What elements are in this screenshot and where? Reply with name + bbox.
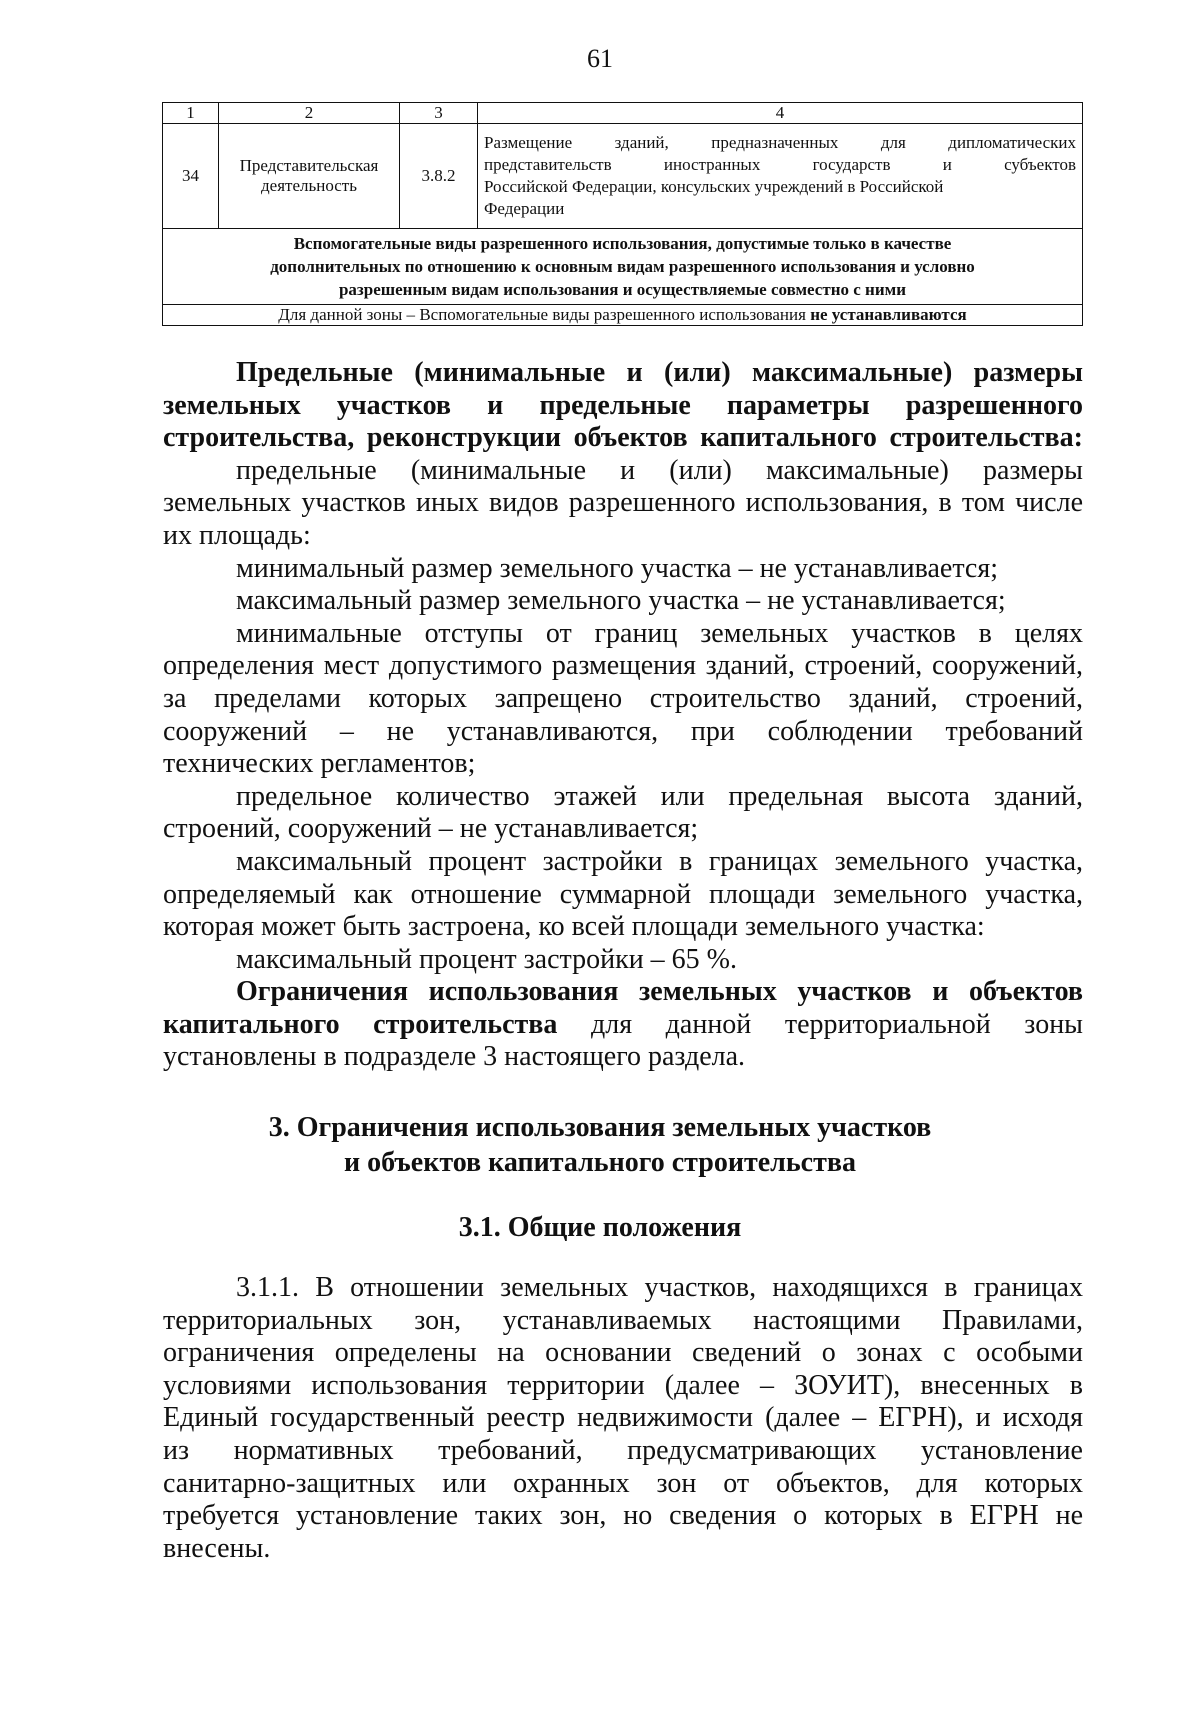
params-section [163, 357, 1083, 1074]
header-cell-4: 4 [478, 103, 1083, 124]
percent-line: максимальный процент застройки в границах земельного участка, [236, 845, 1083, 877]
paragraph-line: внесены. [163, 1532, 271, 1564]
subsection-3-1-title: 3.1. Общие положения [458, 1212, 742, 1243]
max-size-line: максимальный размер земельного участка – не устанавливается; [236, 585, 1006, 617]
percent-value-line: максимальный процент застройки – 65 %. [236, 943, 738, 975]
params-paragraph-line: земельных участков иных видов разрешенного использования, в том числе [163, 487, 1083, 519]
header-cell-3: 3 [400, 103, 478, 124]
description-line: Размещение зданий, предназначенных для дипломатических [484, 133, 1076, 152]
description-line: представительств иностранных государств и субъектов [484, 155, 1076, 174]
row-code: 3.8.2 [400, 124, 478, 229]
paragraph-line: санитарно-защитных или охранных зон от объектов, для которых [163, 1467, 1083, 1499]
paragraph-line: из нормативных требований, предусматривающих установление [163, 1434, 1083, 1466]
paragraph-line: 3.1.1. В отношении земельных участков, находящихся в границах [236, 1272, 1083, 1303]
header-cell-2: 2 [219, 103, 400, 124]
restrictions-rest: для данной территориальной зоны [557, 1008, 1083, 1040]
restrictions-line: Ограничения использования земельных участков и объектов [236, 976, 1083, 1008]
description-line: Российской Федерации, консульских учреждений в Российской [484, 177, 944, 196]
table-row [163, 124, 1083, 229]
paragraph-line: ограничения определены на основании сведений о зонах с особыми [163, 1337, 1083, 1369]
paragraph-3-1-1 [163, 1272, 1083, 1565]
land-use-table [162, 102, 1083, 326]
paragraph-line: Единый государственный реестр недвижимости (далее – ЕГРН), и исходя [163, 1402, 1083, 1434]
row-number: 34 [163, 124, 219, 229]
setback-line: сооружений – не устанавливаются, при соблюдении требований [163, 715, 1083, 747]
paragraph-line: территориальных зон, устанавливаемых настоящими Правилами, [163, 1304, 1083, 1336]
params-heading-line: строительства, реконструкции объектов капитального строительства: [163, 422, 1083, 454]
section-3-title [0, 1110, 1200, 1180]
percent-line: которая может быть застроена, ко всей площади земельного участка: [163, 911, 985, 943]
zone-note-plain: Для данной зоны – [278, 305, 420, 324]
row-name: Представительская деятельность [219, 124, 400, 229]
percent-line: определяемый как отношение суммарной площади земельного участка, [163, 878, 1083, 910]
aux-note-line: дополнительных по отношению к основным видам разрешенного использования и условно [270, 257, 975, 276]
aux-note-line: Вспомогательные виды разрешенного использования, допустимые только в качестве [293, 234, 952, 253]
floors-line: предельное количество этажей или предельная высота зданий, [236, 780, 1083, 812]
paragraph-line: условиями использования территории (далее – ЗОУИТ), внесенных в [163, 1369, 1083, 1401]
setback-line: определения мест допустимого размещения зданий, строений, сооружений, [163, 650, 1083, 682]
params-heading-line: Предельные (минимальные и (или) максимальные) размеры [236, 357, 1083, 388]
restrictions-line [163, 1009, 1083, 1042]
aux-uses-note [163, 229, 1083, 305]
params-paragraph-line: их площадь: [163, 519, 311, 551]
params-heading-line: земельных участков и предельные параметры разрешенного [163, 389, 1083, 421]
section-3-title-line: и объектов капитального строительства [344, 1147, 856, 1178]
page-number: 61 [587, 44, 613, 73]
restrictions-line: установлены в подразделе 3 настоящего раздела. [163, 1041, 746, 1073]
zone-note-bold: не устанавливаются [810, 305, 967, 324]
description-line: Федерации [484, 199, 565, 218]
row-description [478, 124, 1083, 229]
zone-note-row [163, 305, 1083, 326]
aux-uses-row [163, 229, 1083, 305]
min-size-line: минимальный размер земельного участка – не устанавливается; [236, 552, 999, 584]
restrictions-bold: капитального строительства [163, 1008, 558, 1040]
zone-note [163, 305, 1083, 326]
zone-note-rest: Вспомогательные виды разрешенного использования [419, 305, 811, 324]
floors-line: строений, сооружений – не устанавливается; [163, 813, 699, 845]
setback-line: минимальные отступы от границ земельных участков в целях [236, 617, 1083, 649]
params-paragraph-line: предельные (минимальные и (или) максимальные) размеры [236, 454, 1083, 486]
aux-note-line: разрешенным видам использования и осуществляемые совместно с ними [338, 280, 907, 299]
table-header-row [163, 103, 1083, 124]
paragraph-line: требуется установление таких зон, но сведения о которых в ЕГРН не [163, 1500, 1083, 1532]
header-cell-1: 1 [163, 103, 219, 124]
section-3-title-line: 3. Ограничения использования земельных участков [268, 1112, 932, 1143]
setback-line: технических регламентов; [163, 748, 476, 780]
setback-line: за пределами которых запрещено строительство зданий, строений, [163, 682, 1083, 714]
